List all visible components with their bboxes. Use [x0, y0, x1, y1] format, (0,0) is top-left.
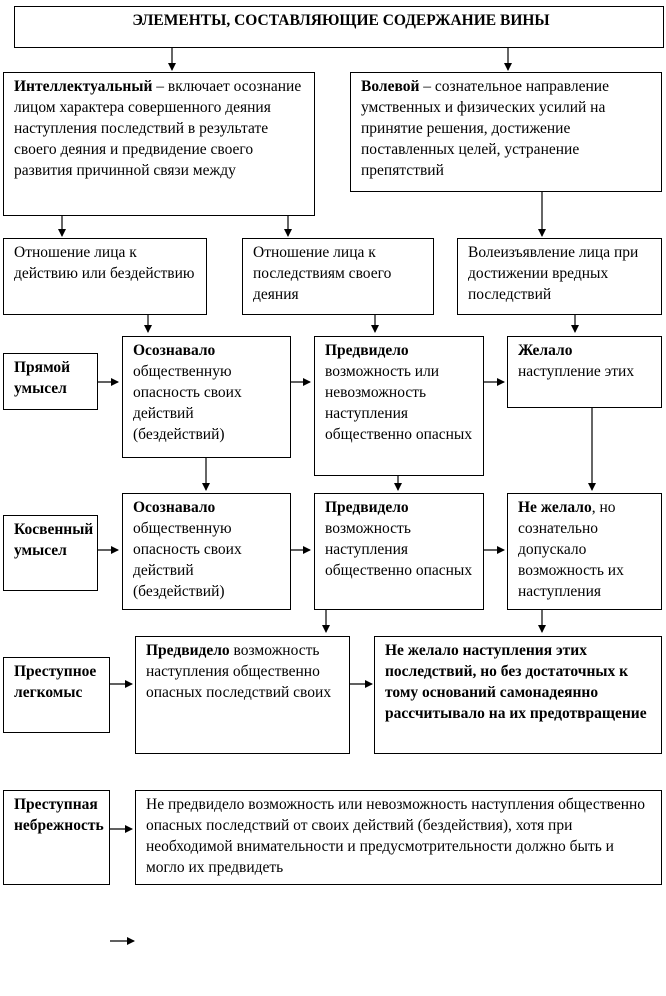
volitional-term: Волевой	[361, 78, 420, 95]
negligence-label: Преступная небрежность	[3, 790, 110, 885]
direct-foresaw-box	[314, 336, 484, 476]
frivolity-foresaw-box	[135, 636, 350, 754]
indirect-aware-term: Осознавало	[133, 499, 216, 516]
direct-aware-box	[122, 336, 291, 458]
direct-wanted-term: Желало	[518, 342, 573, 359]
direct-wanted-box	[507, 336, 662, 408]
indirect-aware-box	[122, 493, 291, 610]
direct-intent-label: Прямой умысел	[3, 353, 98, 410]
frivolity-foresaw-text: возможность наступления общественно опасных последствий своих	[146, 642, 332, 701]
indirect-foresaw-box	[314, 493, 484, 610]
direct-foresaw-text: возможность или невозможность наступления общественно опасных	[325, 363, 473, 443]
relation-action-box: Отношение лица к действию или бездействию	[3, 238, 207, 315]
negligence-text-box: Не предвидело возможность или невозможность наступления общественно опасных последствий от своих действий (бездействия), хотя при необходимой внимательности и предусмотрительности должно быть и могло их предвидеть	[135, 790, 662, 885]
direct-foresaw-term: Предвидело	[325, 342, 409, 359]
indirect-foresaw-term: Предвидело	[325, 499, 409, 516]
indirect-not-wanted-box	[507, 493, 662, 610]
direct-aware-text: общественную опасность своих действий (бездействий)	[133, 363, 242, 443]
intellectual-term: Интеллектуальный	[14, 78, 153, 95]
intellectual-element-box	[3, 72, 315, 216]
relation-consequences-box: Отношение лица к последствиям своего деяния	[242, 238, 434, 315]
frivolity-not-wanted-box: Не желало наступления этих последствий, но без достаточных к тому оснований самонадеянно рассчитывало на их предотвращение	[374, 636, 662, 754]
intellectual-text: – включает осознание лицом характера совершенного деяния наступления последствий в результате своего деяния и предвидение своего развития причинной связи между	[14, 78, 302, 179]
indirect-not-wanted-text: , но сознательно допускало возможность их наступления	[518, 499, 624, 600]
indirect-foresaw-text: возможность наступления общественно опасных	[325, 520, 473, 579]
frivolity-label: Преступное легкомыс	[3, 657, 110, 733]
direct-aware-term: Осознавало	[133, 342, 216, 359]
volitional-element-box	[350, 72, 662, 192]
page-title: ЭЛЕМЕНТЫ, СОСТАВЛЯЮЩИЕ СОДЕРЖАНИЕ ВИНЫ	[14, 6, 664, 48]
direct-wanted-text: наступление этих	[518, 363, 635, 380]
volitional-text: – сознательное направление умственных и физических усилий на принятие решения, достижение поставленных целей, устранение препятствий	[361, 78, 609, 179]
frivolity-foresaw-term: Предвидело	[146, 642, 230, 659]
indirect-not-wanted-term: Не желало	[518, 499, 592, 516]
indirect-aware-text: общественную опасность своих действий (бездействий)	[133, 520, 242, 600]
indirect-intent-label: Косвенный умысел	[3, 515, 98, 591]
relation-will-box: Волеизъявление лица при достижении вредных последствий	[457, 238, 662, 315]
